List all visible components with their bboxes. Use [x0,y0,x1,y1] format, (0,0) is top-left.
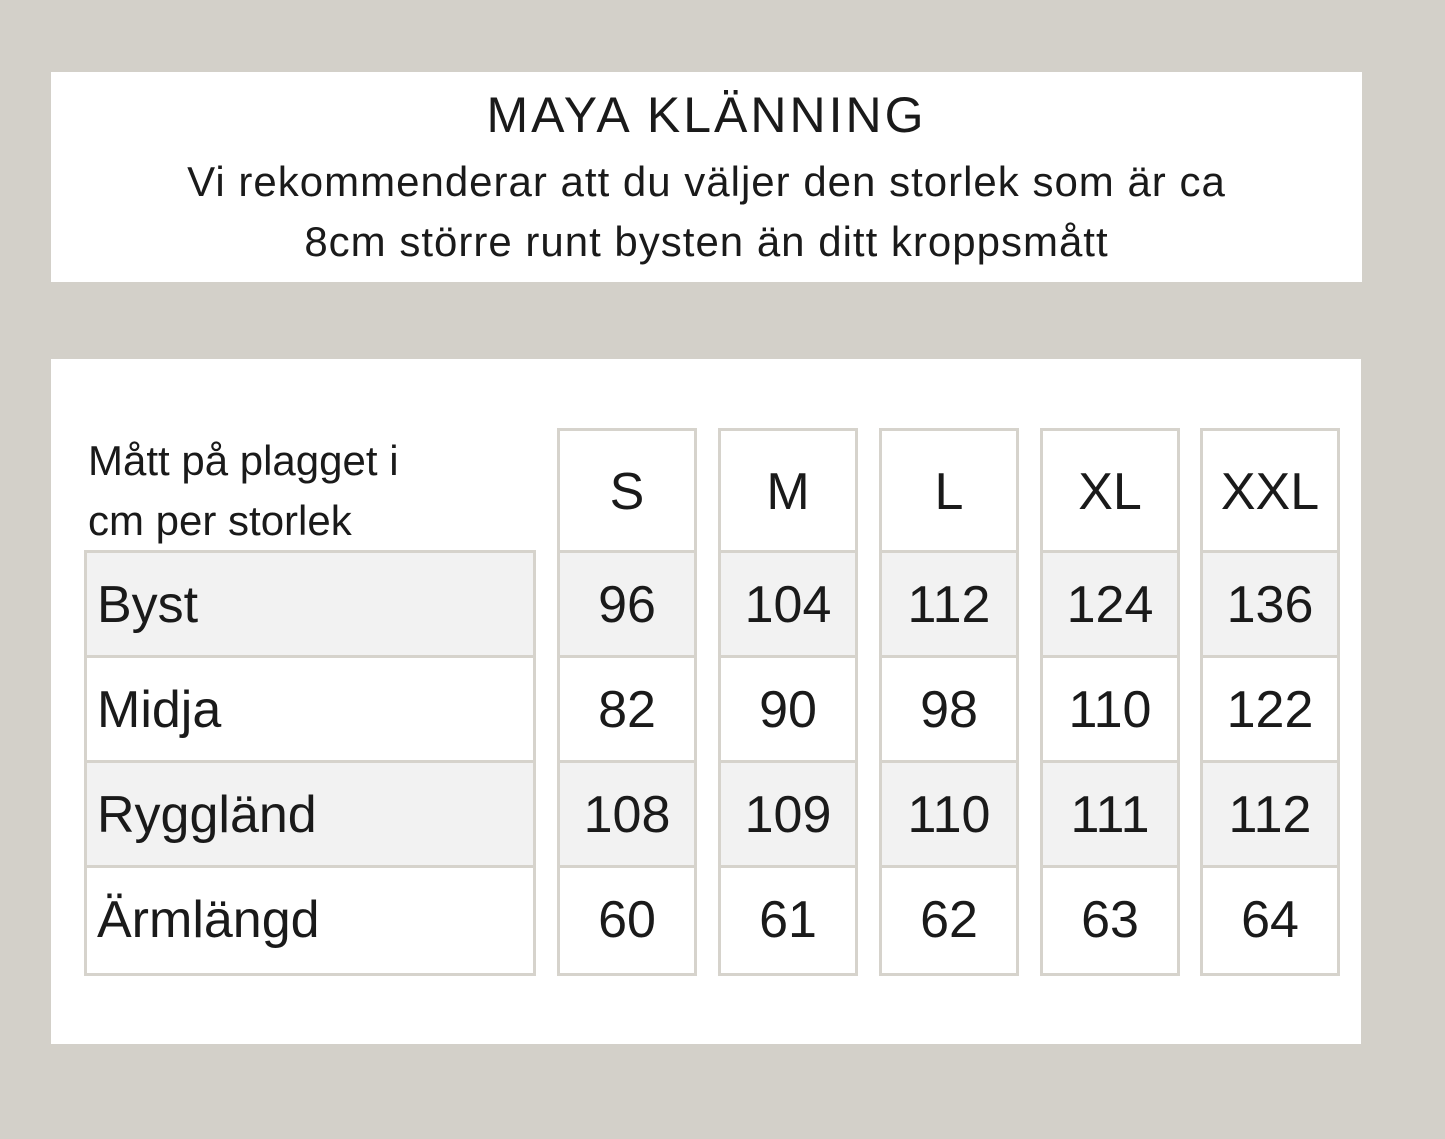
cell-value: 112 [1203,763,1337,868]
size-header: XL [1043,431,1177,553]
recommendation-text [51,152,1362,272]
size-column-l [879,428,1019,976]
cell-value: 124 [1043,553,1177,658]
cell-value: 61 [759,891,817,949]
cell-value: 82 [560,658,694,763]
size-column-xxl [1200,428,1340,976]
recommendation-line-1: Vi rekommenderar att du väljer den storlek som är ca [187,158,1226,205]
size-column-s [557,428,697,976]
row-label-rygglangd: Ryggländ [87,763,533,868]
size-header: S [560,431,694,553]
cell-value: 64 [1241,891,1299,949]
cell-value: 63 [1081,891,1139,949]
size-header: L [882,431,1016,553]
caption-line-1: Mått på plagget i [88,437,399,484]
cell-value: 90 [721,658,855,763]
header-card [51,72,1362,282]
page-title: MAYA KLÄNNING [486,87,927,143]
caption-line-2: cm per storlek [88,497,352,544]
size-header: XXL [1203,431,1337,553]
cell-value: 104 [721,553,855,658]
cell-value: 62 [920,891,978,949]
size-column-xl [1040,428,1180,976]
cell-value: 98 [882,658,1016,763]
cell-value: 60 [598,891,656,949]
cell-value: 111 [1043,763,1177,868]
table-caption [88,431,508,551]
cell-value: 110 [882,763,1016,868]
cell-value: 136 [1203,553,1337,658]
cell-value: 96 [560,553,694,658]
cell-value: 109 [721,763,855,868]
size-header: M [721,431,855,553]
row-label-armlangd: Ärmlängd [97,891,320,949]
row-label-byst: Byst [87,553,533,658]
cell-value: 122 [1203,658,1337,763]
size-column-m [718,428,858,976]
row-label-midja: Midja [87,658,533,763]
measurement-labels [84,550,536,976]
cell-value: 112 [882,553,1016,658]
recommendation-line-2: 8cm större runt bysten än ditt kroppsmått [304,218,1109,265]
size-chart-card [51,359,1361,1044]
cell-value: 108 [560,763,694,868]
cell-value: 110 [1043,658,1177,763]
